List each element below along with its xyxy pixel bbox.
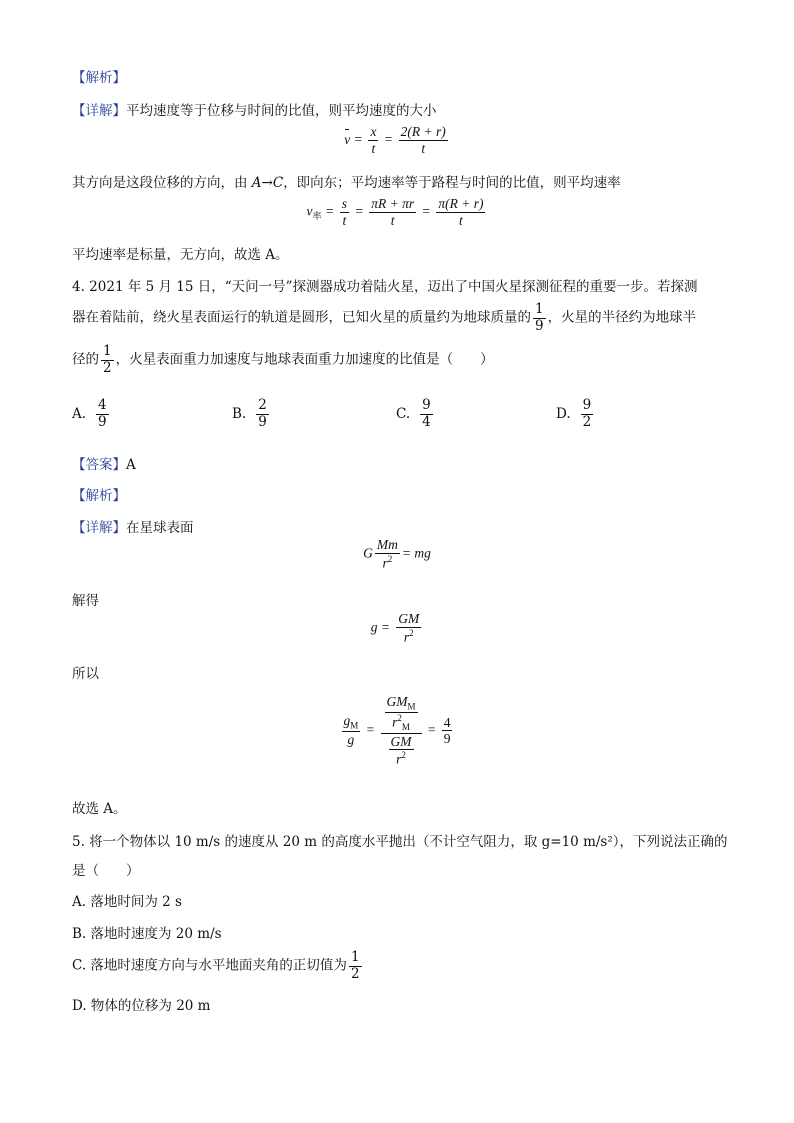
q4-conclusion: 故选 A。 xyxy=(72,801,127,817)
q5-option-b: B. 落地时速度为 20 m/s xyxy=(72,926,222,942)
analysis-heading xyxy=(72,66,126,86)
detail-label: 【详解】 xyxy=(72,103,126,119)
eq1-frac-2rr-t: $\frac{2(R + r)}{t}$ xyxy=(400,124,446,156)
direction-paragraph: 其方向是这段位移的方向，由 A→C，即向东；平均速率等于路程与时间的比值，则平均速率 xyxy=(72,175,621,191)
q4-detail: 【详解】在星球表面 xyxy=(72,520,194,536)
q4-analysis-heading: 【解析】 xyxy=(72,488,126,504)
answer-value: A xyxy=(126,457,136,473)
q4-frac-1-9: $\frac{1}{9}$ xyxy=(535,301,544,334)
q5-stem-line2: 是（ ） xyxy=(72,863,140,879)
solve-label: 解得 xyxy=(72,593,99,609)
equation-gravity: G $\frac{Mm}{r^2}$ = mg xyxy=(363,537,431,571)
so-label: 所以 xyxy=(72,666,99,682)
q4-option-c: C. $\frac{9}{4}$ xyxy=(396,397,431,430)
detail-paragraph xyxy=(72,99,437,119)
q4-frac-1-2: $\frac{1}{2}$ xyxy=(103,343,112,376)
q4-answer xyxy=(72,453,136,473)
q4-option-d: D. $\frac{9}{2}$ xyxy=(556,397,592,430)
eq1-frac-x-t: $\frac{x}{t}$ xyxy=(370,124,377,156)
equation-average-velocity: v = $\frac{x}{t}$ = $\frac{2(R + r)}{t}$ xyxy=(344,124,446,156)
equation-ratio: $\frac{g_M}{g}$ = $\frac{\frac{GM_M}{r^2_M}}{\frac{GM}{r^2}}$ = $\frac{4}{9}$ xyxy=(343,694,451,767)
detail-text: 平均速度等于位移与时间的比值，则平均速度的大小 xyxy=(126,103,437,119)
analysis-label: 【解析】 xyxy=(72,70,126,86)
q5-option-a: A. 落地时间为 2 s xyxy=(72,894,182,910)
q5-option-d: D. 物体的位移为 20 m xyxy=(72,998,211,1014)
eq2-frac-s-t: $\frac{s}{t}$ xyxy=(341,196,348,228)
equation-g: g = $\frac{GM}{r^2}$ xyxy=(370,611,420,645)
prev-conclusion: 平均速率是标量，无方向，故选 A。 xyxy=(72,247,289,263)
eq2-frac-pir-t: $\frac{\pi R + \pi r}{t}$ xyxy=(371,196,415,228)
q4-stem-line1: 4. 2021 年 5 月 15 日，“天问一号”探测器成功着陆火星，迈出了中国火星探测征程的重要一步。若探测 xyxy=(72,279,698,295)
q4-option-a: A. $\frac{4}{9}$ xyxy=(72,397,107,430)
eq2-frac-pirr-t: $\frac{\pi(R + r)}{t}$ xyxy=(438,196,484,228)
answer-label: 【答案】 xyxy=(72,457,126,473)
q5-stem-line1: 5. 将一个物体以 10 m/s 的速度从 20 m 的高度水平抛出（不计空气阻力，取 g=10 m/s²），下列说法正确的 xyxy=(72,834,728,850)
eq1-lhs: v xyxy=(344,131,351,147)
q4-stem-line2: 器在着陆前，绕火星表面运行的轨道是圆形，已知火星的质量约为地球质量的 $\frac{1}{9}$ ，火星的半径约为地球半 xyxy=(72,301,697,334)
q5-option-c: C. 落地时速度方向与水平地面夹角的正切值为 $\frac{1}{2}$ xyxy=(72,949,360,982)
equation-average-speed: $v_率$ = $\frac{s}{t}$ = $\frac{\pi R + \pi r}{t}$ = $\frac{\pi(R + r)}{t}$ xyxy=(306,196,484,228)
q4-stem-line3: 径的 $\frac{1}{2}$ ，火星表面重力加速度与地球表面重力加速度的比值是（ ） xyxy=(72,343,494,376)
q4-option-b: B. $\frac{2}{9}$ xyxy=(232,397,267,430)
